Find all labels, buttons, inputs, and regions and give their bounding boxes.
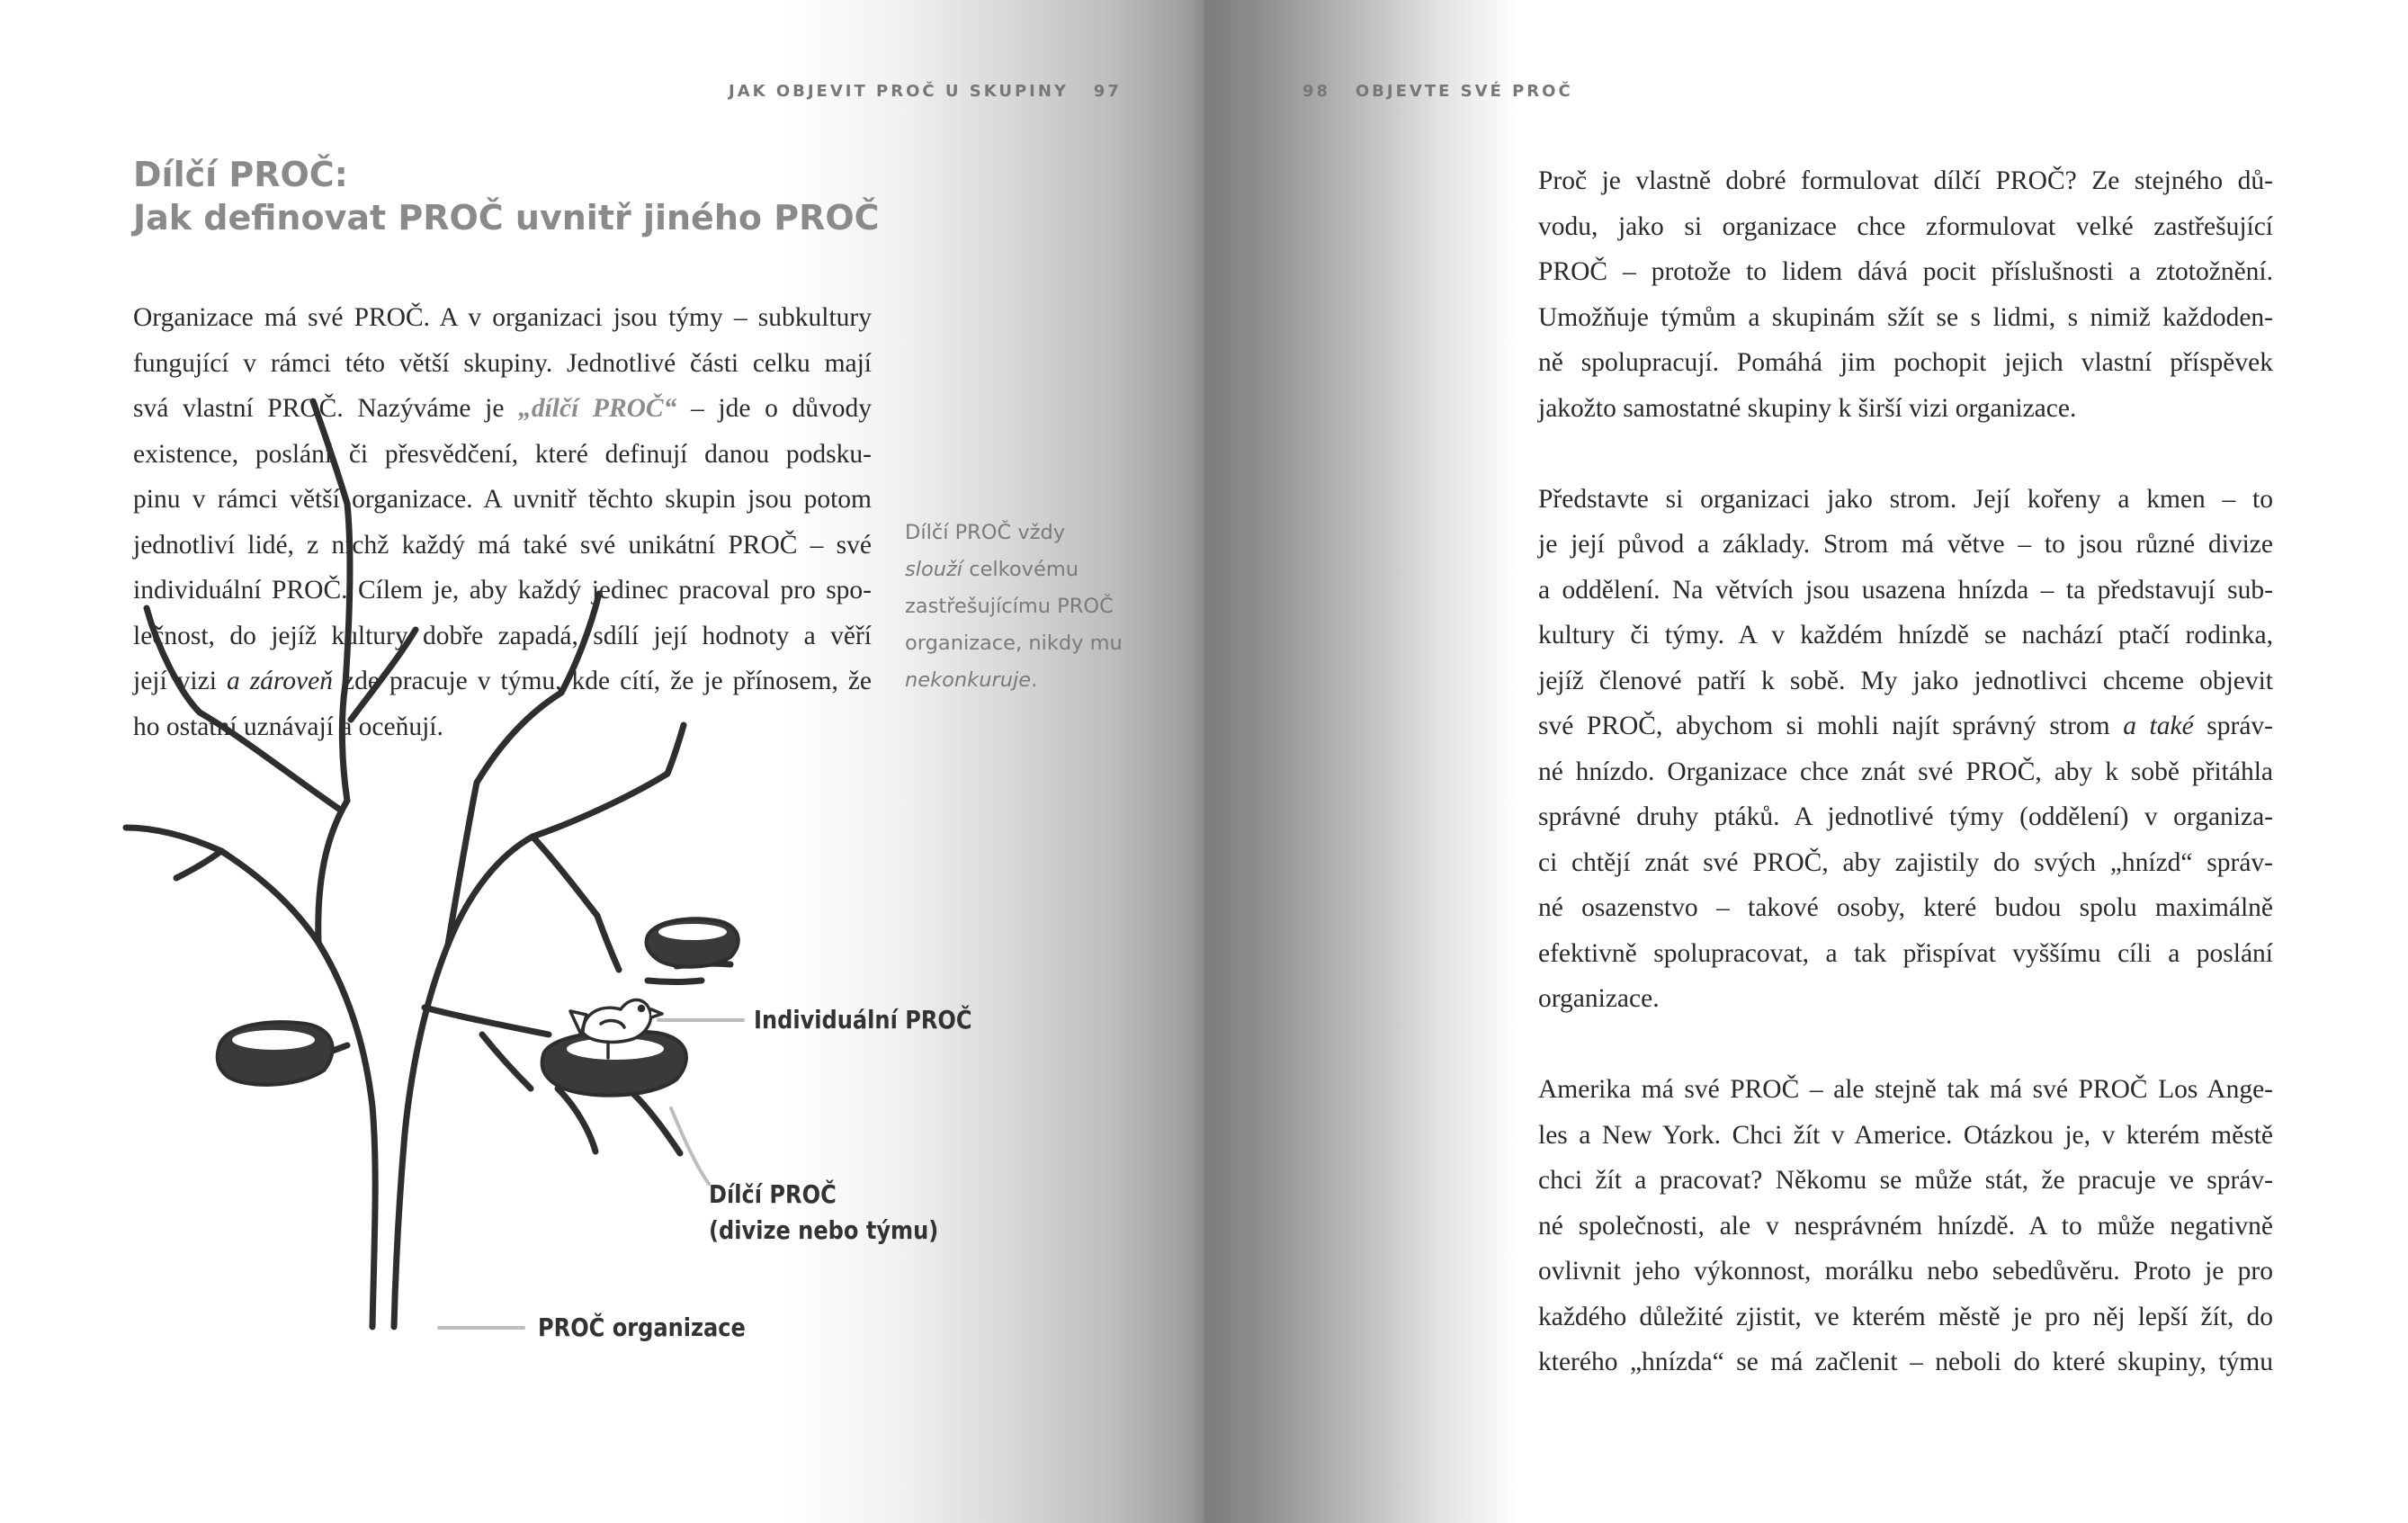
term-dilci-proc: „dílčí PROČ“ xyxy=(518,394,677,423)
bird-eye xyxy=(640,1007,644,1011)
body-line: Umožňuje týmům a skupinám sžít se s lidmi, s nimiž každoden- xyxy=(1538,302,2273,332)
body-line: fungující v rámci této větší skupiny. Jednotlivé části celku mají xyxy=(133,348,872,378)
paragraph xyxy=(1538,477,2273,1022)
branch xyxy=(200,712,340,810)
body-line-text: – jde o důvody xyxy=(676,394,872,423)
section-title-line-2: Jak definovat PROČ uvnitř jiného PROČ xyxy=(133,198,880,237)
emphasis: slouží xyxy=(905,558,963,581)
body-line: existence, poslání či přesvědčení, které definují danou podsku- xyxy=(133,439,872,469)
label-individual-why: Individuální PROČ xyxy=(754,1005,972,1035)
label-organization-why: PROČ organizace xyxy=(538,1312,746,1342)
left-page-number: 97 xyxy=(1093,82,1122,101)
body-line: chci žít a pracovat? Někomu se může stát, že pracuje ve správ- xyxy=(1538,1166,2273,1195)
emphasis: nekonkuruje xyxy=(905,668,1032,692)
body-line: jakožto samostatné skupiny k širší vizi organizace. xyxy=(1538,393,2077,423)
branch xyxy=(558,1088,595,1151)
body-line-text: zde pracuje v týmu, kde cítí, že je přínosem, že xyxy=(333,667,873,695)
emphasis: a také xyxy=(2123,712,2194,740)
body-line: les a New York. Chci žít v Americe. Otázkou je, v kterém městě xyxy=(1538,1120,2273,1150)
margin-note-line: organizace, nikdy mu xyxy=(905,632,1123,655)
branch xyxy=(345,504,350,684)
margin-note-line: zastřešujícímu PROČ xyxy=(905,595,1114,618)
body-line: a oddělení. Na větvích jsou usazena hnízda – ta představují sub- xyxy=(1538,575,2273,605)
right-page-number: 98 xyxy=(1302,82,1331,101)
branch xyxy=(176,851,221,878)
body-line: správné druhy ptáků. A jednotlivé týmy (oddělení) v organiza- xyxy=(1538,802,2273,831)
branch xyxy=(313,401,347,504)
body-line: je její původ a základy. Strom má větve – to jsou různé divize xyxy=(1538,530,2273,559)
body-line: PROČ – protože to lidem dává pocit příslušnosti a ztotožnění. xyxy=(1538,257,2273,286)
branch xyxy=(147,608,200,712)
body-line: né společnosti, ale v nesprávném hnízdě. A to může negativně xyxy=(1538,1211,2273,1241)
body-line: ně spolupracují. Pomáhá jim pochopit jejich vlastní příspěvek xyxy=(1538,348,2273,377)
body-line-text: své PROČ, abychom si mohli najít správný strom xyxy=(1538,712,2124,740)
branch xyxy=(477,693,561,783)
body-line: každého důležité zjistit, ve kterém městě je pro něj lepší žít, do xyxy=(1538,1302,2273,1331)
body-line: ovlivnit jeho výkonnost, morálku nebo sebedůvěru. Proto je pro xyxy=(1538,1257,2273,1286)
body-line: Představte si organizaci jako strom. Její kořeny a kmen – to xyxy=(1538,484,2273,514)
body-line: né hnízdo. Organizace chce znát své PROČ, aby k sobě přitáhla xyxy=(1538,757,2273,786)
branch xyxy=(533,774,667,837)
section-title-line-1: Dílčí PROČ: xyxy=(133,155,348,194)
label-subgroup-line-2: (divize nebo týmu) xyxy=(709,1215,939,1245)
right-body-text xyxy=(1538,158,2273,1430)
body-line: né osazenstvo – takové osoby, které budou spolu maximálně xyxy=(1538,893,2273,922)
body-line-text: svá vlastní PROČ. Nazýváme je xyxy=(133,394,519,423)
body-line: ci chtějí znát své PROČ, aby zajistily do svých „hnízd“ správ- xyxy=(1538,847,2273,877)
branch xyxy=(533,837,597,916)
paragraph xyxy=(1538,1067,2273,1385)
body-line: individuální PROČ. Cílem je, aby každý jedinec pracoval pro spo- xyxy=(133,576,872,605)
body-line: jejíž členové patří k sobě. My jako jednotlivci chceme objevit xyxy=(1538,666,2273,695)
branch xyxy=(482,1035,531,1088)
body-line-text: její vizi xyxy=(133,667,227,695)
branch xyxy=(561,594,599,693)
branch xyxy=(630,1090,680,1153)
branch xyxy=(126,828,221,851)
paragraph xyxy=(1538,158,2273,431)
body-line: pinu v rámci větší organizace. A uvnitř těchto skupin jsou potom xyxy=(133,485,872,514)
margin-note-text: . xyxy=(1031,668,1038,692)
branch xyxy=(648,981,702,982)
body-line: efektivně spolupracovat, a tak přispívat vyššímu cíli a poslání xyxy=(1538,938,2273,968)
body-line: ho ostatní uznávají a oceňují. xyxy=(133,712,443,741)
body-line: kultury či týmy. A v každém hnízdě se nachází ptačí rodinka, xyxy=(1538,621,2273,650)
margin-note-line: Dílčí PROČ vždy xyxy=(905,521,1066,544)
body-line: jednotliví lidé, z nichž každý má také své unikátní PROČ – své xyxy=(133,530,872,560)
branch xyxy=(425,1008,549,1035)
trunk-right xyxy=(394,837,533,1327)
branch xyxy=(318,801,347,943)
emphasis: a zároveň xyxy=(226,667,333,695)
branch xyxy=(597,916,619,970)
label-subgroup-line-1: Dílčí PROČ xyxy=(709,1179,837,1209)
body-line: kterého „hnízda“ se má začlenit – neboli do které skupiny, týmu xyxy=(1538,1348,2273,1376)
left-running-head-title: JAK OBJEVIT PROČ U SKUPINY xyxy=(729,82,1069,101)
branch xyxy=(667,725,684,774)
body-line: Organizace má své PROČ. A v organizaci jsou týmy – subkultury xyxy=(133,303,872,332)
trunk-left xyxy=(221,851,375,1327)
body-line: lečnost, do jejíž kultury dobře zapadá, sdílí její hodnoty a věří xyxy=(133,621,872,650)
nests xyxy=(218,918,739,1095)
bird-beak xyxy=(651,1009,662,1017)
label-subgroup-why xyxy=(709,1177,938,1249)
right-running-head-title: OBJEVTE SVÉ PROČ xyxy=(1355,82,1573,101)
branch xyxy=(351,630,416,720)
body-line: vodu, jako si organizace chce zformulovat velké zastřešující xyxy=(1538,211,2273,241)
body-line-text: správ- xyxy=(2193,712,2273,740)
nest-hollow xyxy=(232,1030,315,1050)
body-line: Amerika má své PROČ – ale stejně tak má své PROČ Los Ange- xyxy=(1538,1075,2273,1104)
body-line: organizace. xyxy=(1538,984,1660,1013)
body-line xyxy=(1538,703,2273,749)
branch xyxy=(342,684,347,801)
nest-hollow xyxy=(658,924,727,940)
body-line: Proč je vlastně dobré formulovat dílčí PROČ? Ze stejného dů- xyxy=(1538,166,2273,195)
margin-note-text: celkovému xyxy=(962,558,1079,581)
